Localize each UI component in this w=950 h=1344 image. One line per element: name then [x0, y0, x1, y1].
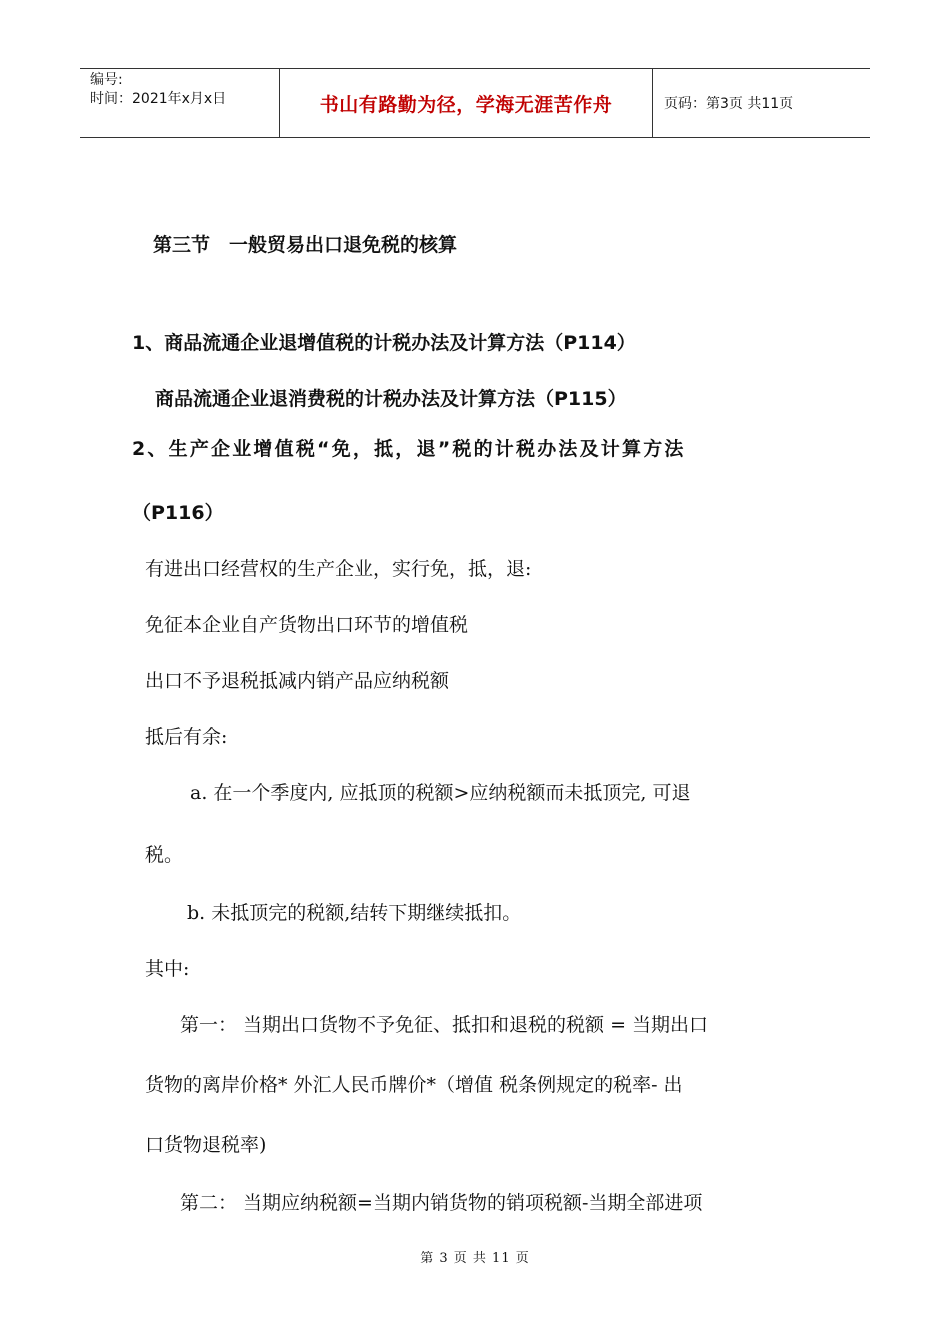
header-meta [80, 69, 280, 137]
page-header [80, 68, 870, 138]
item2-line2: （P116） [132, 502, 224, 524]
item1-line2: 商品流通企业退消费税的计税办法及计算方法（P115） [155, 388, 627, 410]
paragraph-2: 免征本企业自产货物出口环节的增值税 [145, 614, 469, 636]
item2-line1: 2、生产企业增值税“免，抵，退”税的计税办法及计算方法 [132, 438, 686, 460]
paragraph-1: 有进出口经营权的生产企业，实行免，抵，退: [145, 558, 532, 580]
paragraph-4: 抵后有余: [145, 726, 228, 748]
first-line2: 货物的离岸价格* 外汇人民币牌价*（增值 税条例规定的税率- 出 [145, 1074, 683, 1096]
paragraph-3: 出口不予退税抵减内销产品应纳税额 [145, 670, 450, 692]
document-date: 时间：2021年x月x日 [90, 91, 227, 107]
first-line1: 第一： 当期出口货物不予免征、抵扣和退税的税额 = 当期出口 [180, 1014, 709, 1036]
item-a-line2: 税。 [145, 844, 184, 866]
first-line3: 口货物退税率) [145, 1134, 267, 1156]
header-page-info: 页码：第3页 共11页 [664, 96, 794, 112]
second-line1: 第二： 当期应纳税额=当期内销货物的销项税额-当期全部进项 [180, 1192, 703, 1214]
document-number-label: 编号: [90, 72, 123, 88]
header-motto: 书山有路勤为径，学海无涯苦作舟 [280, 69, 653, 137]
item1-line1: 1、商品流通企业退增值税的计税办法及计算方法（P114） [132, 332, 636, 354]
page-footer: 第 3 页 共 11 页 [420, 1251, 530, 1266]
item-a-line1: a. 在一个季度内, 应抵顶的税额>应纳税额而未抵顶完, 可退 [190, 782, 691, 804]
item-b: b. 未抵顶完的税额,结转下期继续抵扣。 [187, 902, 522, 924]
paragraph-5: 其中: [145, 958, 190, 980]
section-title: 第三节 一般贸易出口退免税的核算 [153, 234, 458, 256]
